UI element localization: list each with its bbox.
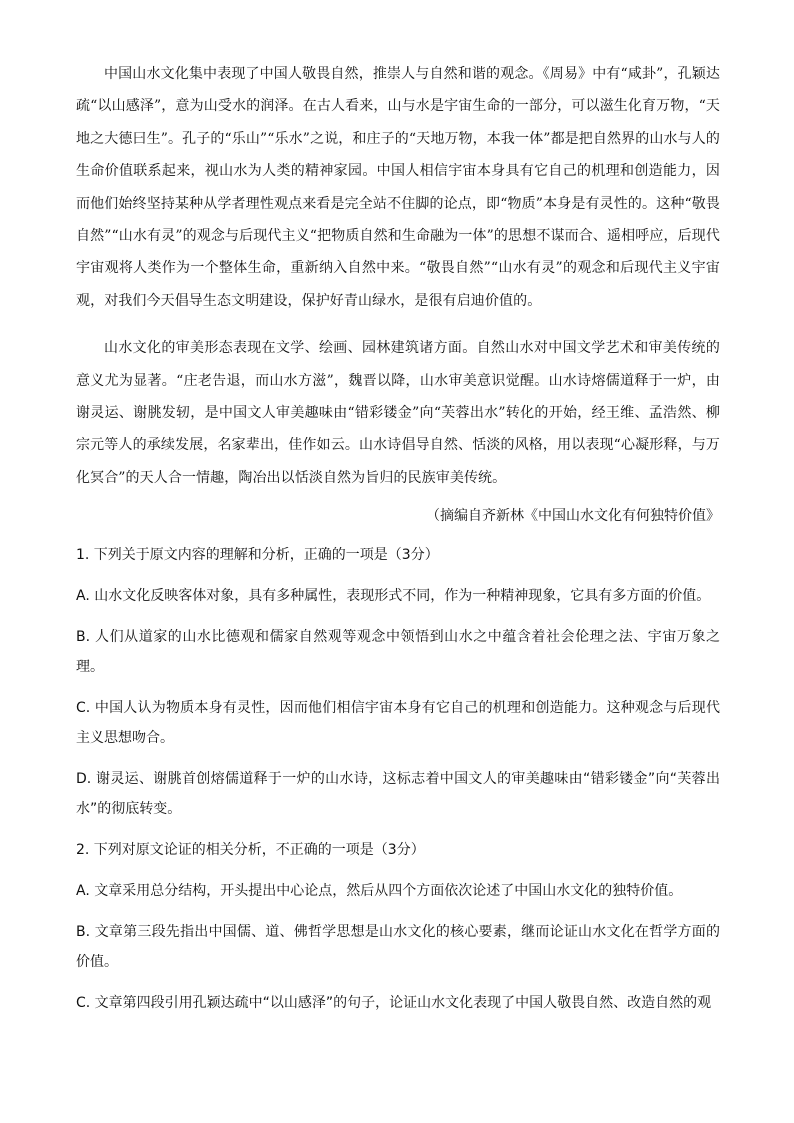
option-c: C. 文章第四段引用孔颖达疏中“以山感泽”的句子，论证山水文化表现了中国人敬畏自然、改造自然的观 [76, 995, 712, 1012]
question-2 [76, 835, 720, 1018]
passage-paragraph-2: 山水文化的审美形态表现在文学、绘画、园林建筑诸方面。自然山水对中国文学艺术和审美传统的意义尤为显著。“庄老告退，而山水方滋”，魏晋以降，山水审美意识觉醒。山水诗熔儒道释于一炉，由谢灵运、谢朓发轫，是中国文人审美趣味由“错彩镂金”向“芙蓉出水”转化的开始，经王维、孟浩然、柳宗元等人的承续发展，名家辈出，佳作如云。山水诗倡导自然、恬淡的风格，用以表现“心凝形释，与万化冥合”的天人合一情趣，陶冶出以恬淡自然为旨归的民族审美传统。 [76, 340, 720, 486]
option-b: B. 文章第三段先指出中国儒、道、佛哲学思想是山水文化的核心要素，继而论证山水文化在哲学方面的价值。 [76, 924, 720, 971]
question-1 [76, 540, 720, 824]
source-citation: （摘编自齐新林《中国山水文化有何独特价值》 [426, 508, 720, 525]
option-b: B. 人们从道家的山水比德观和儒家自然观等观念中领悟到山水之中蕴含着社会伦理之法、宇宙万象之理。 [76, 629, 720, 676]
reading-passage [76, 58, 720, 494]
question-stem: 2. 下列对原文论证的相关分析，不正确的一项是（3分） [76, 842, 425, 859]
option-a: A. 文章采用总分结构，开头提出中心论点，然后从四个方面依次论述了中国山水文化的独特价值。 [76, 883, 683, 900]
option-d: D. 谢灵运、谢朓首创熔儒道释于一炉的山水诗，这标志着中国文人的审美趣味由“错彩镂金”向“芙蓉出水”的彻底转变。 [76, 771, 720, 818]
passage-paragraph-1: 中国山水文化集中表现了中国人敬畏自然，推崇人与自然和谐的观念。《周易》中有“咸卦”，孔颖达疏“以山感泽”，意为山受水的润泽。在古人看来，山与水是宇宙生命的一部分，可以滋生化育万物，“天地之大德曰生”。孔子的“乐山”“乐水”之说，和庄子的“天地万物，本我一体”都是把自然界的山水与人的生命价值联系起来，视山水为人类的精神家园。中国人相信宇宙本身具有它自己的机理和创造能力，因而他们始终坚持某种从学者理性观点来看是完全站不住脚的论点，即“物质”本身是有灵性的。这种“敬畏自然”“山水有灵”的观念与后现代主义“把物质自然和生命融为一体”的思想不谋而合、遥相呼应，后现代宇宙观将人类作为一个整体生命，重新纳入自然中来。“敬畏自然”“山水有灵”的观念和后现代主义宇宙观，对我们今天倡导生态文明建设，保护好青山绿水，是很有启迪价值的。 [76, 66, 720, 309]
question-stem: 1. 下列关于原文内容的理解和分析，正确的一项是（3分） [76, 547, 439, 564]
option-c: C. 中国人认为物质本身有灵性，因而他们相信宇宙本身有它自己的机理和创造能力。这种观念与后现代主义思想吻合。 [76, 700, 720, 747]
question-list [76, 540, 720, 1018]
option-a: A. 山水文化反映客体对象，具有多种属性，表现形式不同，作为一种精神现象，它具有多方面的价值。 [76, 588, 711, 605]
exam-page [76, 58, 720, 1018]
